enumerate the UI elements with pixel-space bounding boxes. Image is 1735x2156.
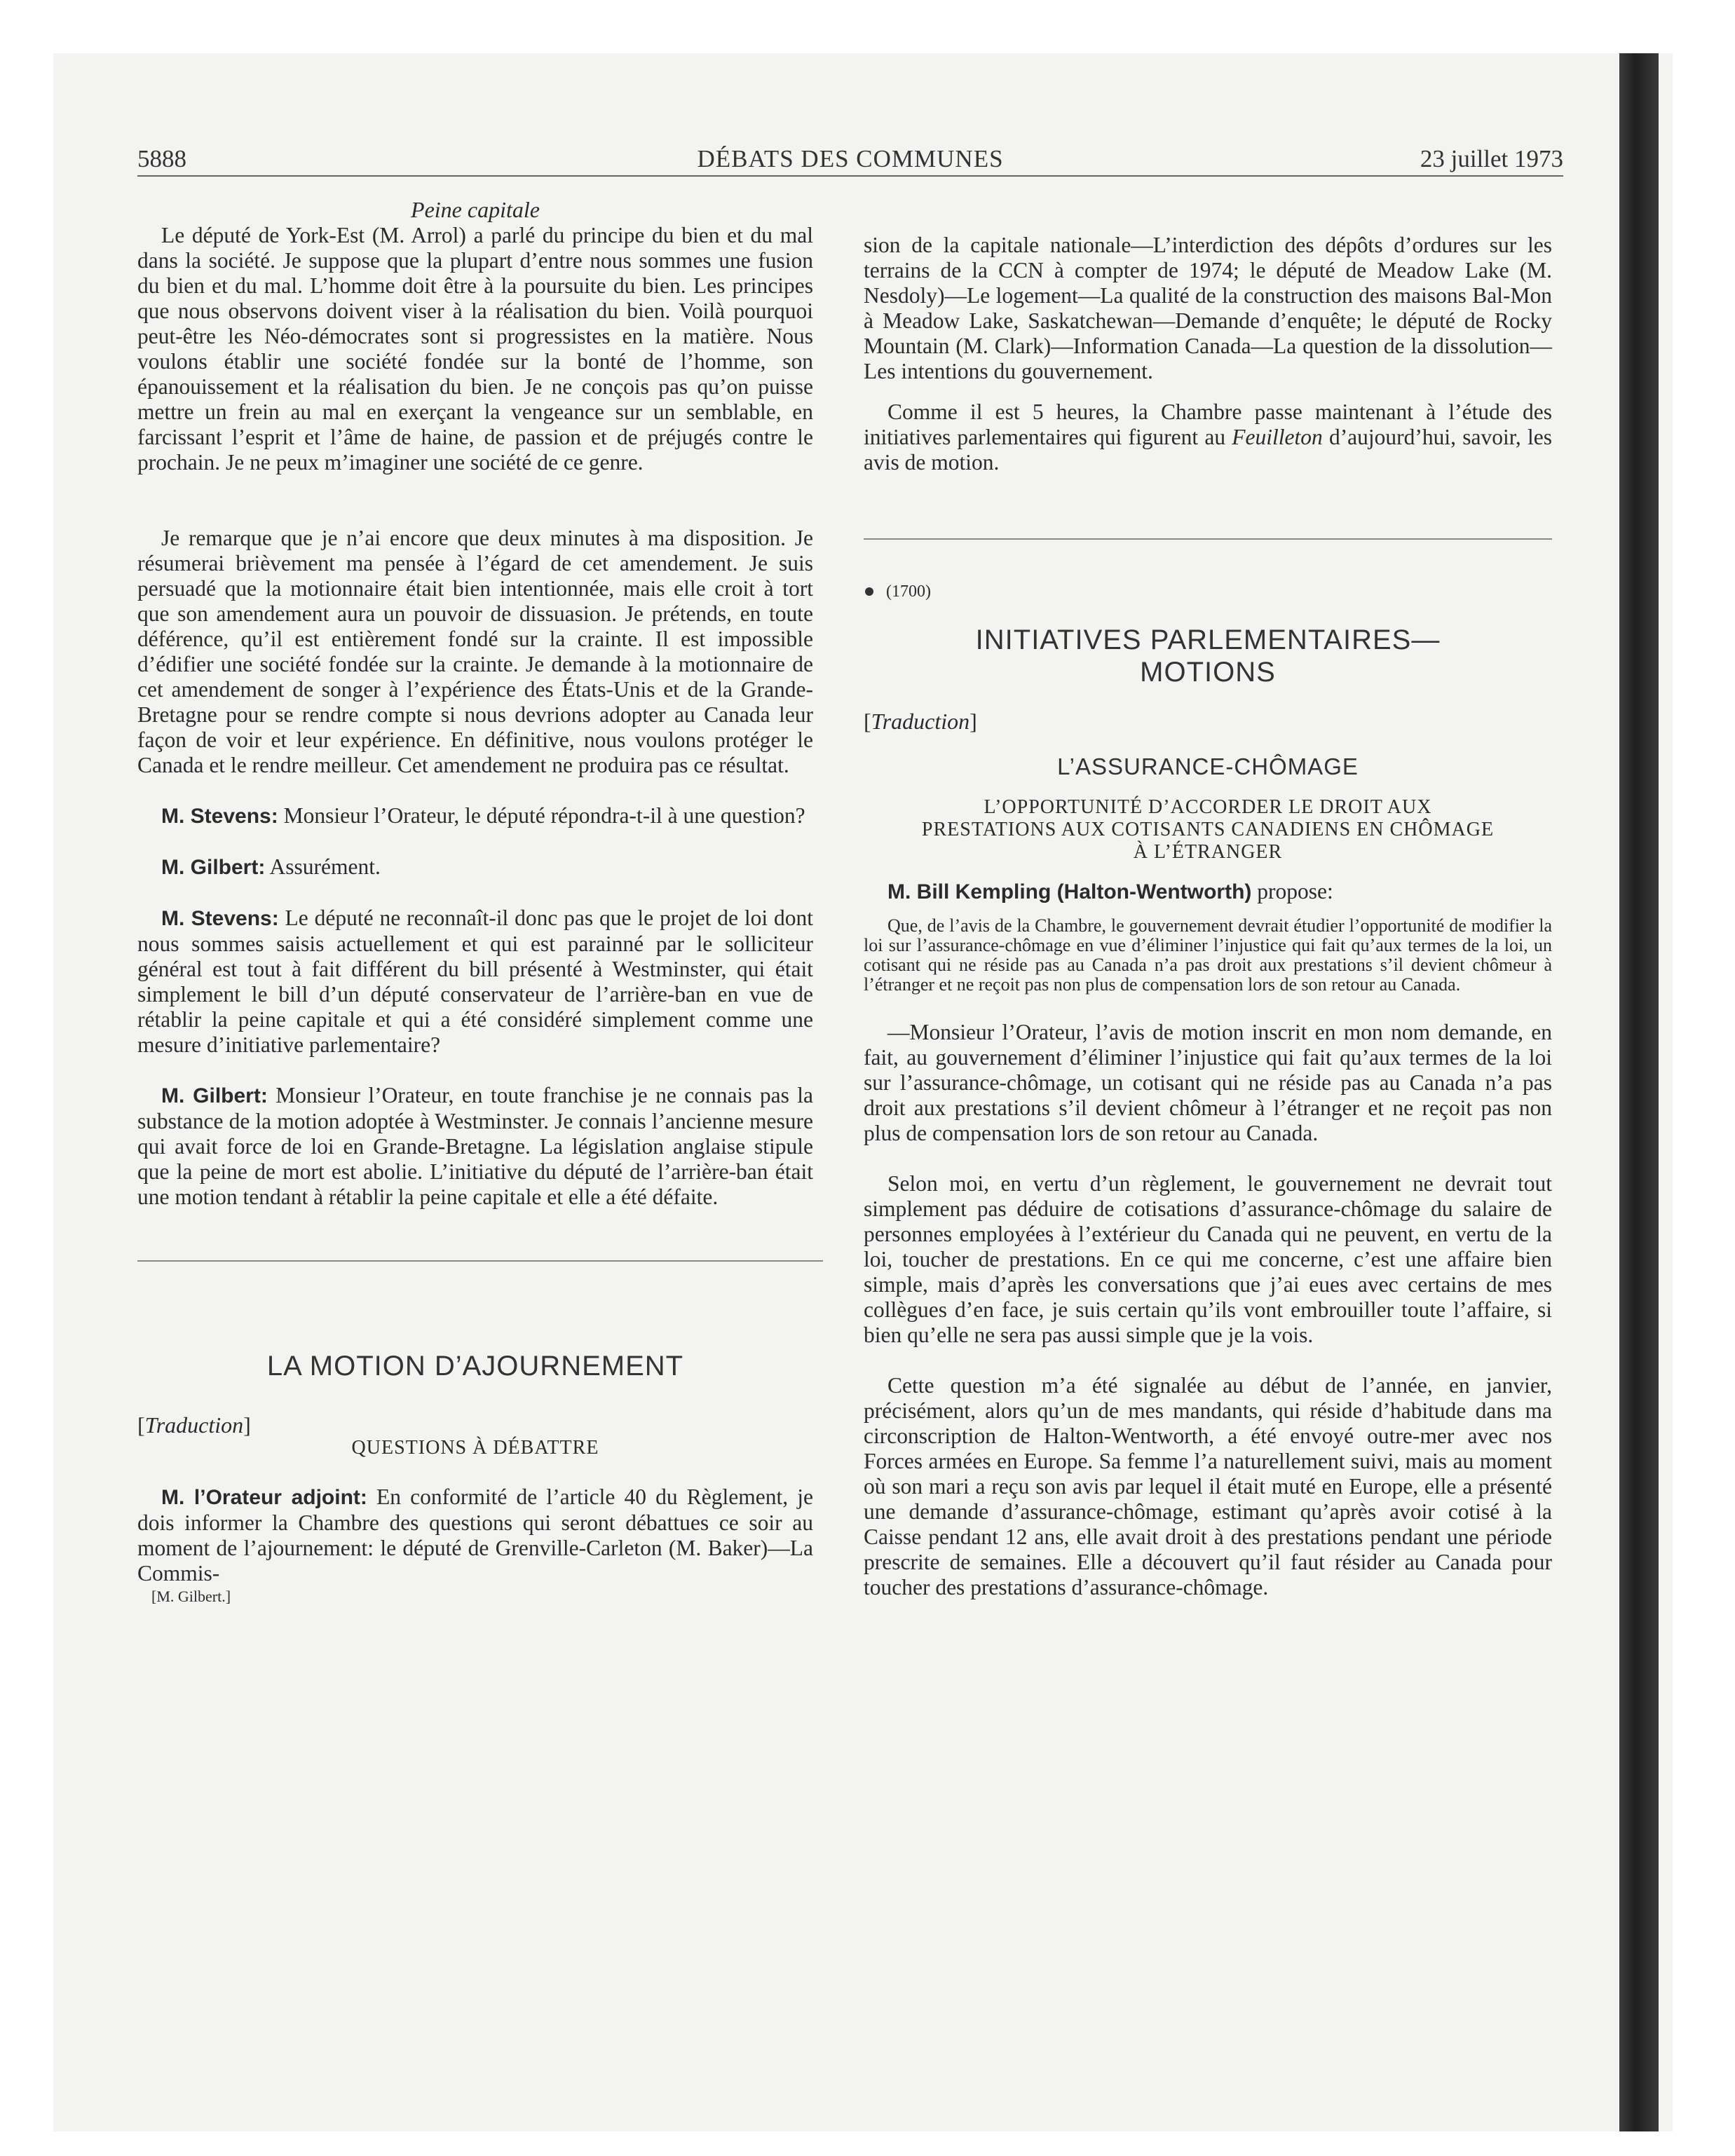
speech-text: En conformité de l’article 40 du Règlement, je dois informer la Chambre des questions qui seront débattues ce soir au moment de l’ajournement: le député de Grenville-Carleton (M. Baker)—La Commis- (137, 1485, 813, 1585)
publication-title: DÉBATS DES COMMUNES (697, 145, 1004, 172)
motion-title (864, 796, 1552, 864)
bullet-dot-icon (865, 587, 873, 596)
speaker-name: M. Bill Kempling (Halton-Wentworth) (887, 880, 1252, 903)
heading-motion-ajournement: LA MOTION D’AJOURNEMENT (266, 1351, 684, 1381)
speaker-name: M. Gilbert: (161, 1084, 268, 1107)
speaker-name: M. Stevens: (161, 805, 278, 828)
motion-mover (864, 879, 1552, 905)
speech-gilbert-2 (137, 1083, 813, 1210)
motion-title-line-2: PRESTATIONS AUX COTISANTS CANADIENS EN CHÔMAGE (921, 819, 1495, 840)
speech-text: Le député ne reconnaît-il donc pas que le projet de loi dont nous sommes saisis actuellement et qui est parainné par le solliciteur général est tout à fait différent du bill présenté à Westminster, qui était simplement le bill d’un député conservateur de l’arrière-ban en vue de rétablir la peine capitale et qui a été considéré simplement comme une mesure d’initiative parlementaire? (137, 906, 813, 1057)
speech-orateur-adjoint (137, 1485, 813, 1586)
speech-gilbert-1 (137, 854, 813, 880)
traduction-label: Traduction (144, 1412, 244, 1438)
time-marker-text: (1700) (886, 582, 931, 601)
time-marker (864, 579, 1552, 604)
heading-assurance-chomage: L’ASSURANCE-CHÔMAGE (1057, 753, 1359, 779)
running-header (137, 143, 1563, 175)
speech-text: Monsieur l’Orateur, en toute franchise je ne connais pas la substance de la motion adoptée à Westminster. Je connais l’ancienne mesure qui avait force de loi en Grande-Bretagne. La législation anglaise stipule que la peine de mort est abolie. L’initiative du député de l’arrière-ban était une motion tendant à rétablir la peine capitale et elle a été défaite. (137, 1083, 813, 1209)
speech-text: Monsieur l’Orateur, le député répondra-t-il à une question? (278, 803, 805, 828)
speaker-attribution: [M. Gilbert.] (151, 1588, 231, 1605)
header-rule (137, 175, 1563, 177)
heading-line-2: MOTIONS (1140, 657, 1276, 688)
left-column (137, 196, 813, 1607)
paragraph-reglement: Selon moi, en vertu d’un règlement, le gouvernement ne devrait tout simplement pas déduire de cotisations d’assurance-chômage du salaire de personnes employées à l’extérieur du Canada qui ne peuvent, en vertu de la loi, toucher de prestations. En ce qui me concerne, c’est une affaire bien simple, mais d’après les conversations que j’ai eues avec certains de mes collègues d’en face, je suis certain qu’ils vont embrouiller toute l’affaire, si bien qu’elle ne sera pas aussi simple que je la vois. (864, 1171, 1552, 1347)
feuilleton-italic: Feuilleton (1232, 425, 1323, 449)
heading-line-1: INITIATIVES PARLEMENTAIRES— (975, 625, 1441, 655)
paragraph-cinq-heures (864, 400, 1552, 475)
paragraph-continuation: sion de la capitale nationale—L’interdiction des dépôts d’ordures sur les terrains de la CCN à compter de 1974; le député de Meadow Lake (M. Nesdoly)—Le logement—La qualité de la construction des maisons Bal-Mon à Meadow Lake, Saskatchewan—Demande d’enquête; le député de Rocky Mountain (M. Clark)—Information Canada—La question de la dissolution—Les intentions du gouvernement. (864, 233, 1552, 383)
motion-title-line-1: L’OPPORTUNITÉ D’ACCORDER LE DROIT AUX (984, 796, 1432, 818)
speech-stevens-1 (137, 803, 813, 829)
paragraph-amendement: Je remarque que je n’ai encore que deux minutes à ma disposition. Je résumerai brièvement ma pensée à l’égard de cet amendement. Je suis persuadé que la motionnaire était bien intentionnée, mais elle croit à tort que son amendement aura un pouvoir de dissuasion. Je prétends, en toute déférence, qu’il est entièrement fondé sur la crainte. Il est impossible d’édifier une société fondée sur la crainte. Je demande à la motionnaire de cet amendement de songer à l’expérience des États-Unis et de la Grande-Bretagne pour se rendre compte si nous devrions adopter au Canada leur façon de voir et leur expérience. En définitive, nous voulons protéger le Canada et le rendre meilleur. Cet amendement ne produira pas ce résultat. (137, 526, 813, 777)
heading-initiatives-parlementaires (864, 624, 1552, 688)
right-column (864, 233, 1552, 1600)
traduction-note: [Traduction] (864, 709, 977, 734)
speech-stevens-2 (137, 906, 813, 1058)
section-title-peine-capitale: Peine capitale (411, 197, 540, 222)
paragraph-principe-bien-mal: Le député de York-Est (M. Arrol) a parlé du principe du bien et du mal dans la société. Je suppose que la plupart d’entre nous sommes une fusion du bien et du mal. L’homme doit être à la poursuite du bien. Les principes que nous observons doivent viser à la réalisation du bien. Voilà pourquoi peut-être les Néo-démocrates sont si progressistes en la matière. Nous voulons établir une société fondée sur la bonté de l’homme, son épanouissement et la réalisation du bien. Je ne conçois pas qu’on puisse mettre un frein au mal en exerçant la vengeance sur un semblable, en farcissant l’esprit et l’âme de haine, de passion et de préjugés contre le prochain. Je ne peux m’imaginer une société de ce genre. (137, 223, 813, 475)
speaker-name: M. Stevens: (161, 907, 279, 930)
page-number: 5888 (137, 145, 186, 172)
motion-title-line-3: À L’ÉTRANGER (1133, 841, 1283, 863)
paragraph-avis-motion: —Monsieur l’Orateur, l’avis de motion inscrit en mon nom demande, en fait, au gouvernement d’éliminer l’injustice qui fait qu’aux termes de la loi sur l’assurance-chômage, un cotisant qui ne réside pas au Canada n’a pas droit aux prestations s’il devient chômeur à l’étranger et ne reçoit pas non plus de compensation lors de son retour au Canada. (864, 1020, 1552, 1145)
paragraph-question-signalee: Cette question m’a été signalée au début de l’année, en janvier, précisément, alors qu’un de mes mandants, qui réside d’habitude dans ma circonscription de Halton-Wentworth, a été envoyé outre-mer avec nos Forces armées en Europe. Sa femme l’a naturellement suivi, mais au moment où son mari a reçu son avis par lequel il était muté en Europe, elle a présenté une demande d’assurance-chômage, estimant qu’après avoir cotisé à la Caisse pendant 12 ans, elle avait droit à des prestations pendant une période prescrite de semaines. Elle a découvert qu’il faut résider au Canada pour toucher des prestations d’assurance-chômage. (864, 1373, 1552, 1599)
speech-text: Assurément. (265, 854, 381, 879)
text-part: Comme il est 5 heures, la Chambre passe maintenant à l’étude des initiatives parlementaires qui figurent au (864, 400, 1552, 449)
traduction-note: [Traduction] (137, 1412, 251, 1438)
traduction-label: Traduction (871, 709, 970, 734)
page-date: 23 juillet 1973 (1420, 145, 1563, 172)
speaker-name: M. Gilbert: (161, 856, 266, 879)
heading-questions-debattre: QUESTIONS À DÉBATTRE (351, 1437, 599, 1459)
speech-text: propose: (1251, 879, 1333, 903)
text-part: d’aujourd’hui, savoir, les avis de motion. (864, 425, 1552, 475)
scan-edge-strip (1619, 53, 1659, 2131)
speaker-name: M. l’Orateur adjoint: (161, 1486, 367, 1509)
motion-text: Que, de l’avis de la Chambre, le gouvernement devrait étudier l’opportunité de modifier la loi sur l’assurance-chômage en vue d’éliminer l’injustice qui fait qu’aux termes de la loi, un cotisant qui ne réside pas au Canada n’a pas droit aux prestations s’il devient chômeur à l’étranger et ne reçoit pas non plus de compensation lors de son retour au Canada. (864, 915, 1552, 995)
